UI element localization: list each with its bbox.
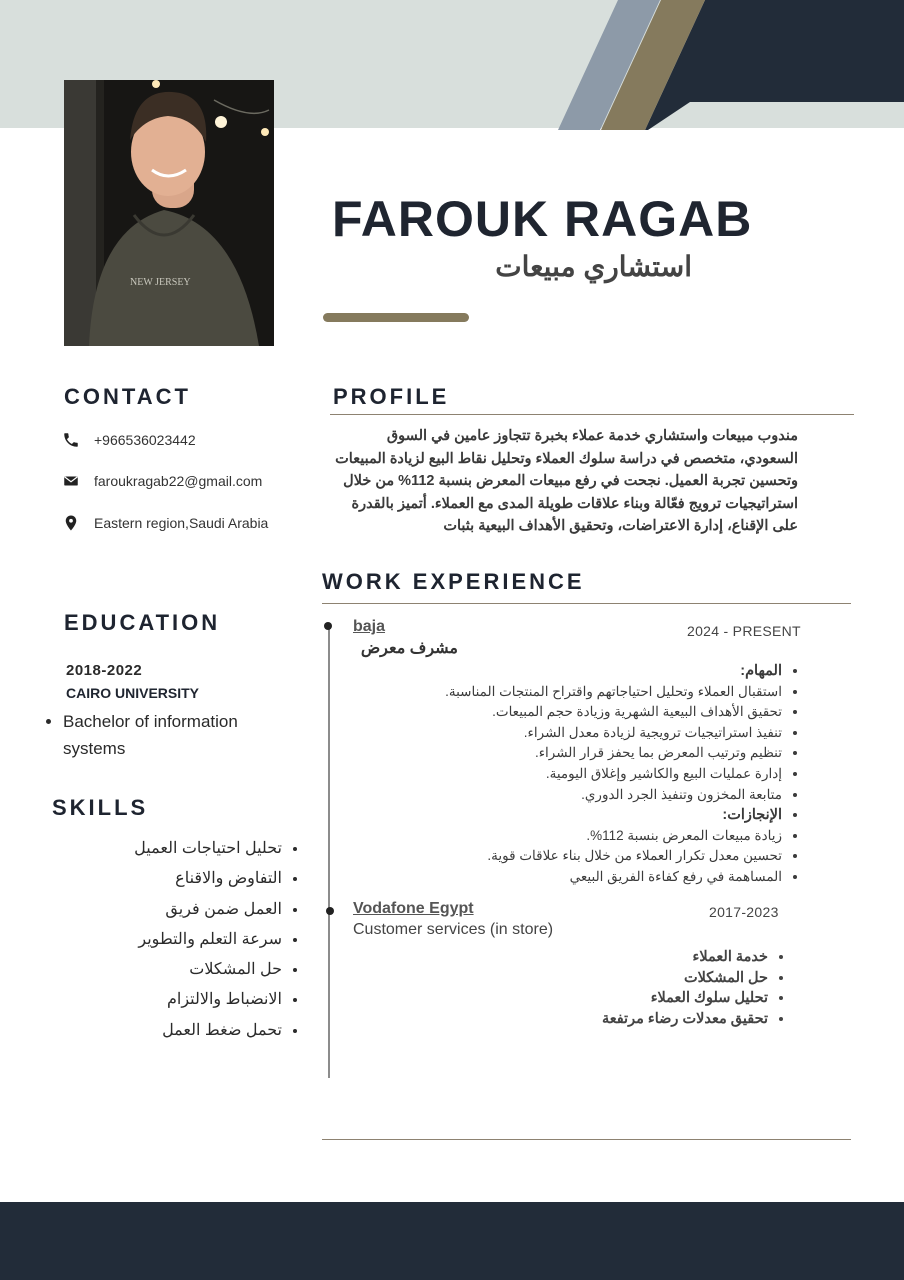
contact-email[interactable] — [62, 472, 262, 490]
skills-heading: SKILLS — [52, 795, 149, 820]
degree-title: • Bachelor of information systems — [63, 708, 278, 762]
list-item: • تحقيق معدلات رضاء مرتفعة — [560, 1009, 768, 1030]
job-title: Customer services (in store) — [353, 921, 554, 938]
company-baja[interactable]: baja — [353, 618, 386, 635]
profile-heading: PROFILE — [333, 384, 450, 409]
phone-icon — [62, 431, 80, 449]
skill-item: • العمل ضمن فريق — [80, 895, 282, 925]
job-duties-list — [560, 947, 784, 1029]
full-name: FAROUK RAGAB — [332, 191, 753, 247]
list-item: • الإنجازات: — [380, 805, 782, 826]
list-item: • المهام: — [380, 661, 782, 682]
experience-heading: WORK EXPERIENCE — [322, 569, 585, 594]
skill-item: • حل المشكلات — [80, 955, 282, 985]
timeline-line — [328, 628, 330, 1078]
job-role: استشاري مبيعات — [495, 251, 692, 282]
job-title: مشرف معرض — [360, 640, 458, 657]
contact-location — [62, 514, 268, 532]
education-years: 2018-2022 — [66, 662, 143, 679]
location-pin-icon — [62, 514, 80, 532]
list-item: • تحقيق الأهداف البيعية الشهرية وزيادة حجم المبيعات. — [380, 702, 782, 723]
skill-item: • تحمل ضغط العمل — [80, 1016, 282, 1046]
skill-item: • التفاوض والاقناع — [80, 864, 282, 894]
contact-phone[interactable] — [62, 431, 196, 449]
profile-photo — [64, 80, 274, 346]
svg-text:NEW JERSEY: NEW JERSEY — [130, 277, 191, 288]
skill-item: • سرعة التعلم والتطوير — [80, 925, 282, 955]
timeline-dot — [324, 622, 332, 630]
list-item: • المساهمة في رفع كفاءة الفريق البيعي — [380, 867, 782, 888]
list-item: • إدارة عمليات البيع والكاشير وإغلاق اليومية. — [380, 764, 782, 785]
company-vodafone[interactable]: Vodafone Egypt — [353, 900, 474, 917]
job-dates: 2024 - PRESENT — [687, 623, 801, 639]
bottom-rule — [322, 1139, 851, 1140]
list-item: • حل المشكلات — [560, 968, 768, 989]
location-text: Eastern region,Saudi Arabia — [94, 515, 269, 531]
skills-list — [80, 834, 300, 1046]
list-item: • متابعة المخزون وتنفيذ الجرد الدوري. — [380, 785, 782, 806]
profile-rule — [330, 414, 854, 415]
skill-item: • الانضباط والالتزام — [80, 985, 282, 1015]
list-item: • زيادة مبيعات المعرض بنسبة 112%. — [380, 826, 782, 847]
phone-number: +966536023442 — [94, 432, 196, 448]
mail-icon — [62, 472, 80, 490]
email-address: faroukragab22@gmail.com — [94, 473, 263, 489]
list-item: • استقبال العملاء وتحليل احتياجاتهم واقتراح المنتجات المناسبة. — [380, 682, 782, 703]
timeline-dot — [326, 907, 334, 915]
job-dates: 2017-2023 — [709, 904, 779, 920]
list-item: • تنظيم وترتيب المعرض بما يحفز قرار الشراء. — [380, 743, 782, 764]
university-name: CAIRO UNIVERSITY — [66, 685, 200, 701]
degree — [48, 708, 278, 762]
list-item: • تحليل سلوك العملاء — [560, 988, 768, 1009]
list-item: • تنفيذ استراتيجيات ترويجية لزيادة معدل الشراء. — [380, 723, 782, 744]
education-heading: EDUCATION — [64, 610, 221, 635]
accent-bar — [323, 313, 469, 322]
contact-heading: CONTACT — [64, 384, 191, 409]
list-item: • خدمة العملاء — [560, 947, 768, 968]
footer-band — [0, 1202, 904, 1280]
experience-rule — [322, 603, 851, 604]
list-item: • تحسين معدل تكرار العملاء من خلال بناء علاقات قوية. — [380, 846, 782, 867]
job-tasks-list — [380, 661, 798, 888]
skill-item: • تحليل احتياجات العميل — [80, 834, 282, 864]
profile-text: مندوب مبيعات واستشاري خدمة عملاء بخبرة تتجاوز عامين في السوق السعودي، متخصص في دراسة سلوك العملاء وتحليل نقاط البيع لزيادة المبيعات وتحسين تجربة العميل. نجحت في رفع مبيعات المعرض بنسبة 112% من خلال استراتيجيات ترويج فعّالة وبناء علاقات طويلة المدى مع العملاء. أتميز بالقدرة على الإقناع، إدارة الاعتراضات، وتحقيق الأهداف البيعية بثبات — [335, 428, 798, 534]
